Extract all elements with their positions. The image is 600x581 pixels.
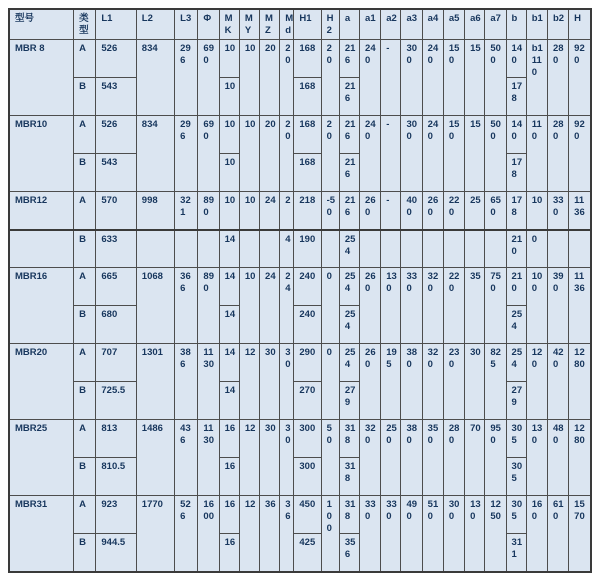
- column-header-a2: a2: [381, 9, 401, 40]
- table-cell: 320: [360, 420, 381, 496]
- table-cell: B: [74, 382, 96, 420]
- table-cell: 680: [96, 306, 136, 344]
- table-cell: 305: [506, 458, 526, 496]
- table-cell: A: [74, 496, 96, 534]
- table-cell: MBR25: [9, 420, 74, 496]
- header-row: [9, 9, 591, 40]
- table-cell: 150: [443, 40, 464, 116]
- table-cell: 305: [506, 496, 526, 534]
- table-cell: 330: [381, 496, 401, 572]
- column-header-a6: a6: [465, 9, 485, 40]
- table-row: [9, 40, 591, 78]
- table-cell: 296: [175, 40, 198, 116]
- table-cell: 10: [219, 78, 239, 116]
- column-header-phi: Φ: [198, 9, 219, 40]
- table-cell: 813: [96, 420, 136, 458]
- table-cell: 20: [280, 40, 294, 116]
- table-cell: -50: [321, 192, 339, 230]
- table-cell: 450: [294, 496, 321, 534]
- table-cell: 1130: [198, 420, 219, 496]
- table-cell: 240: [294, 306, 321, 344]
- table-cell: 500: [485, 40, 506, 116]
- table-cell: 920: [569, 40, 591, 116]
- table-cell: 305: [506, 420, 526, 458]
- table-cell: 279: [506, 382, 526, 420]
- table-cell: 254: [339, 268, 359, 306]
- table-cell: 168: [294, 154, 321, 192]
- table-cell: 420: [547, 344, 568, 420]
- table-cell: 321: [175, 192, 198, 230]
- table-cell: 240: [422, 116, 443, 192]
- table-cell: [136, 230, 174, 268]
- table-cell: 10: [239, 268, 259, 344]
- table-cell: 386: [175, 344, 198, 420]
- table-row: [9, 230, 591, 268]
- table-cell: 150: [443, 116, 464, 192]
- table-cell: 510: [422, 496, 443, 572]
- column-header-MK: MK: [219, 9, 239, 40]
- table-cell: 280: [547, 116, 568, 192]
- table-cell: [401, 230, 422, 268]
- table-row: [9, 420, 591, 458]
- table-cell: 240: [422, 40, 443, 116]
- table-cell: 14: [219, 306, 239, 344]
- table-cell: 10: [219, 116, 239, 154]
- table-cell: [260, 230, 280, 268]
- table-cell: 30: [260, 420, 280, 496]
- table-cell: [175, 230, 198, 268]
- table-cell: 20: [321, 116, 339, 192]
- table-cell: 140: [506, 40, 526, 78]
- table-cell: [465, 230, 485, 268]
- table-cell: 250: [381, 420, 401, 496]
- table-body: [9, 40, 591, 573]
- table-cell: 1280: [569, 420, 591, 496]
- table-cell: 400: [401, 192, 422, 230]
- table-row: [9, 268, 591, 306]
- table-cell: [547, 230, 568, 268]
- table-cell: 280: [547, 40, 568, 116]
- column-header-L1: L1: [96, 9, 136, 40]
- table-cell: 130: [465, 496, 485, 572]
- table-cell: 318: [339, 420, 359, 458]
- table-cell: 1600: [198, 496, 219, 572]
- table-cell: 100: [321, 496, 339, 572]
- table-cell: 0: [526, 230, 547, 268]
- table-cell: MBR20: [9, 344, 74, 420]
- table-cell: 130: [381, 268, 401, 344]
- table-cell: 16: [219, 496, 239, 534]
- table-cell: [422, 230, 443, 268]
- table-cell: B: [74, 458, 96, 496]
- table-cell: 15: [465, 40, 485, 116]
- table-cell: 834: [136, 116, 174, 192]
- column-header-L2: L2: [136, 9, 174, 40]
- table-cell: 1486: [136, 420, 174, 496]
- table-cell: 526: [175, 496, 198, 572]
- table-cell: A: [74, 116, 96, 154]
- column-header-a3: a3: [401, 9, 422, 40]
- table-cell: 356: [339, 534, 359, 572]
- table-cell: 20: [280, 116, 294, 192]
- table-cell: 220: [443, 192, 464, 230]
- table-cell: 320: [422, 268, 443, 344]
- table-cell: 36: [280, 496, 294, 572]
- table-cell: 480: [547, 420, 568, 496]
- table-cell: 390: [547, 268, 568, 344]
- table-cell: [239, 230, 259, 268]
- table-cell: 10: [219, 192, 239, 230]
- table-cell: 16: [219, 420, 239, 458]
- table-cell: 254: [506, 344, 526, 382]
- table-cell: 240: [360, 116, 381, 192]
- table-cell: [321, 230, 339, 268]
- table-cell: 216: [339, 154, 359, 192]
- table-cell: 950: [485, 420, 506, 496]
- table-cell: 190: [294, 230, 321, 268]
- table-cell: 380: [401, 344, 422, 420]
- table-row: [9, 496, 591, 534]
- table-cell: [485, 230, 506, 268]
- table-cell: 20: [260, 40, 280, 116]
- table-cell: 14: [219, 344, 239, 382]
- table-cell: 120: [526, 344, 547, 420]
- column-header-H1: H1: [294, 9, 321, 40]
- column-header-model: 型号: [9, 9, 74, 40]
- table-cell: 1301: [136, 344, 174, 420]
- mbr-spec-table: [8, 8, 592, 573]
- table-cell: [360, 230, 381, 268]
- table-cell: 178: [506, 154, 526, 192]
- column-header-a4: a4: [422, 9, 443, 40]
- column-header-b1: b1: [526, 9, 547, 40]
- column-header-MZ: MZ: [260, 9, 280, 40]
- table-cell: 330: [401, 268, 422, 344]
- column-header-type: 类型: [74, 9, 96, 40]
- table-cell: 10: [526, 192, 547, 230]
- table-cell: 12: [239, 420, 259, 496]
- table-cell: 10: [239, 40, 259, 116]
- table-cell: b1 110: [526, 40, 547, 116]
- table-cell: 30: [465, 344, 485, 420]
- table-cell: 0: [321, 268, 339, 344]
- table-cell: 350: [422, 420, 443, 496]
- table-cell: 810.5: [96, 458, 136, 496]
- table-cell: 490: [401, 496, 422, 572]
- table-cell: 20: [321, 40, 339, 116]
- table-cell: 318: [339, 496, 359, 534]
- table-cell: 320: [422, 344, 443, 420]
- table-cell: 110: [526, 116, 547, 192]
- table-cell: [569, 230, 591, 268]
- table-cell: 1136: [569, 268, 591, 344]
- table-cell: 270: [294, 382, 321, 420]
- table-cell: 12: [239, 344, 259, 420]
- table-cell: 30: [260, 344, 280, 420]
- table-cell: 140: [506, 116, 526, 154]
- table-cell: 195: [381, 344, 401, 420]
- column-header-b: b: [506, 9, 526, 40]
- table-cell: 750: [485, 268, 506, 344]
- table-cell: 690: [198, 40, 219, 116]
- table-cell: 218: [294, 192, 321, 230]
- table-cell: [381, 230, 401, 268]
- table-cell: 707: [96, 344, 136, 382]
- table-cell: 210: [506, 230, 526, 268]
- table-cell: 1280: [569, 344, 591, 420]
- table-cell: 168: [294, 116, 321, 154]
- table-cell: 168: [294, 40, 321, 78]
- table-cell: B: [74, 230, 96, 268]
- table-cell: B: [74, 306, 96, 344]
- table-cell: 25: [465, 192, 485, 230]
- table-cell: 330: [360, 496, 381, 572]
- table-cell: 311: [506, 534, 526, 572]
- table-cell: 216: [339, 192, 359, 230]
- table-cell: 650: [485, 192, 506, 230]
- table-cell: 890: [198, 192, 219, 230]
- table-cell: 168: [294, 78, 321, 116]
- table-cell: 290: [294, 344, 321, 382]
- table-cell: 260: [360, 268, 381, 344]
- table-cell: 543: [96, 78, 136, 116]
- table-cell: 216: [339, 40, 359, 78]
- table-cell: 570: [96, 192, 136, 230]
- table-cell: B: [74, 78, 96, 116]
- table-cell: 300: [294, 420, 321, 458]
- table-cell: A: [74, 268, 96, 306]
- table-cell: 330: [547, 192, 568, 230]
- table-cell: 280: [443, 420, 464, 496]
- table-cell: 300: [443, 496, 464, 572]
- table-cell: 24: [260, 268, 280, 344]
- table-row: [9, 344, 591, 382]
- table-cell: 260: [422, 192, 443, 230]
- table-cell: 300: [401, 40, 422, 116]
- table-cell: 380: [401, 420, 422, 496]
- table-cell: 35: [465, 268, 485, 344]
- table-cell: 690: [198, 116, 219, 192]
- table-cell: 526: [96, 40, 136, 78]
- table-cell: 526: [96, 116, 136, 154]
- table-cell: 543: [96, 154, 136, 192]
- table-cell: 240: [360, 40, 381, 116]
- column-header-a: a: [339, 9, 359, 40]
- table-cell: 15: [465, 116, 485, 192]
- table-cell: 436: [175, 420, 198, 496]
- table-cell: 260: [360, 344, 381, 420]
- table-cell: 1570: [569, 496, 591, 572]
- table-cell: 160: [526, 496, 547, 572]
- table-cell: 14: [219, 382, 239, 420]
- column-header-H: H: [569, 9, 591, 40]
- table-cell: 923: [96, 496, 136, 534]
- table-cell: MBR16: [9, 268, 74, 344]
- table-cell: 279: [339, 382, 359, 420]
- table-cell: 665: [96, 268, 136, 306]
- table-cell: 14: [219, 230, 239, 268]
- table-cell: 240: [294, 268, 321, 306]
- column-header-L3: L3: [175, 9, 198, 40]
- table-cell: 998: [136, 192, 174, 230]
- table-cell: A: [74, 420, 96, 458]
- table-cell: 230: [443, 344, 464, 420]
- table-cell: 296: [175, 116, 198, 192]
- table-cell: 633: [96, 230, 136, 268]
- table-row: [9, 192, 591, 230]
- table-cell: 30: [280, 344, 294, 420]
- table-cell: 1068: [136, 268, 174, 344]
- table-cell: 890: [198, 268, 219, 344]
- table-cell: -: [381, 192, 401, 230]
- table-cell: 16: [219, 534, 239, 572]
- table-cell: 366: [175, 268, 198, 344]
- table-cell: 425: [294, 534, 321, 572]
- table-cell: -: [381, 40, 401, 116]
- table-cell: 100: [526, 268, 547, 344]
- table-cell: 1130: [198, 344, 219, 420]
- table-cell: 300: [294, 458, 321, 496]
- table-cell: 920: [569, 116, 591, 192]
- table-cell: 10: [219, 154, 239, 192]
- table-cell: -: [381, 116, 401, 192]
- table-cell: MBR 8: [9, 40, 74, 116]
- table-cell: 260: [360, 192, 381, 230]
- table-cell: 2: [280, 192, 294, 230]
- table-cell: B: [74, 154, 96, 192]
- table-cell: 300: [401, 116, 422, 192]
- table-cell: 4: [280, 230, 294, 268]
- table-cell: 178: [506, 78, 526, 116]
- table-cell: [9, 230, 74, 268]
- table-cell: [198, 230, 219, 268]
- table-cell: 318: [339, 458, 359, 496]
- table-cell: 24: [280, 268, 294, 344]
- table-cell: 0: [321, 344, 339, 420]
- table-cell: MBR12: [9, 192, 74, 230]
- table-cell: 178: [506, 192, 526, 230]
- column-header-Md: Md: [280, 9, 294, 40]
- table-cell: B: [74, 534, 96, 572]
- column-header-a1: a1: [360, 9, 381, 40]
- table-cell: 210: [506, 268, 526, 306]
- table-cell: A: [74, 192, 96, 230]
- table-cell: 216: [339, 116, 359, 154]
- table-cell: 1250: [485, 496, 506, 572]
- table-cell: 944.5: [96, 534, 136, 572]
- table-cell: 70: [465, 420, 485, 496]
- column-header-MY: MY: [239, 9, 259, 40]
- table-cell: [443, 230, 464, 268]
- column-header-H2: H2: [321, 9, 339, 40]
- table-cell: 30: [280, 420, 294, 496]
- table-cell: 500: [485, 116, 506, 192]
- table-cell: A: [74, 344, 96, 382]
- table-cell: 50: [321, 420, 339, 496]
- table-cell: 216: [339, 78, 359, 116]
- table-row: [9, 116, 591, 154]
- table-cell: 12: [239, 496, 259, 572]
- table-cell: 36: [260, 496, 280, 572]
- table-cell: MBR31: [9, 496, 74, 572]
- table-cell: 220: [443, 268, 464, 344]
- table-cell: A: [74, 40, 96, 78]
- table-cell: 825: [485, 344, 506, 420]
- column-header-a5: a5: [443, 9, 464, 40]
- table-cell: 10: [239, 116, 259, 192]
- table-cell: 254: [339, 230, 359, 268]
- table-cell: 16: [219, 458, 239, 496]
- table-cell: MBR10: [9, 116, 74, 192]
- table-cell: 20: [260, 116, 280, 192]
- table-cell: 725.5: [96, 382, 136, 420]
- table-cell: 610: [547, 496, 568, 572]
- table-header: [9, 9, 591, 40]
- column-header-b2: b2: [547, 9, 568, 40]
- table-cell: 130: [526, 420, 547, 496]
- table-cell: 10: [219, 40, 239, 78]
- table-cell: 254: [339, 344, 359, 382]
- column-header-a7: a7: [485, 9, 506, 40]
- table-cell: 254: [339, 306, 359, 344]
- table-cell: 834: [136, 40, 174, 116]
- table-cell: 1136: [569, 192, 591, 230]
- table-cell: 1770: [136, 496, 174, 572]
- table-cell: 24: [260, 192, 280, 230]
- table-cell: 10: [239, 192, 259, 230]
- table-cell: 14: [219, 268, 239, 306]
- table-cell: 254: [506, 306, 526, 344]
